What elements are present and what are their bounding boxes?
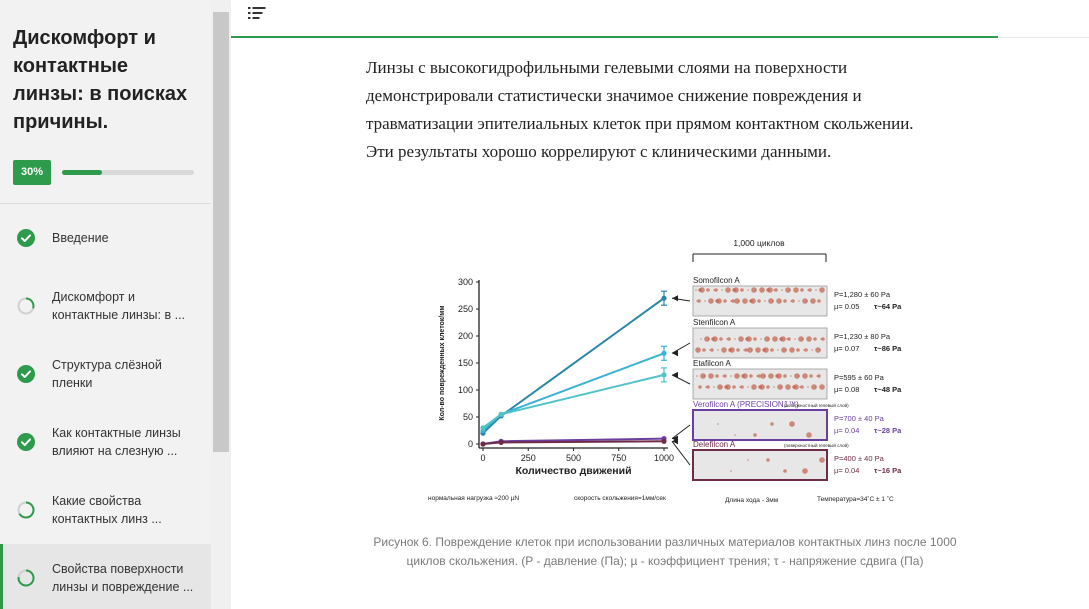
damage-dot [809,374,813,378]
lesson-item-discomfort[interactable] [0,272,211,340]
damage-dot [796,348,800,352]
lesson-item-lens-effect[interactable] [0,408,211,476]
damage-dot [709,349,711,351]
pointer-arrow [672,425,690,439]
panel-title: Delefilcon A [693,440,736,449]
damage-dot [819,287,825,293]
figure-caption: Рисунок 6. Повреждение клеток при использовании различных материалов контактных линз после 1000 циклов скольжения. (P - давление (Па); µ - коэффициент трения; τ - напряжение сдвига (Па) [373,535,957,568]
panel-title: Stenfilcon A [693,318,736,327]
lesson-item-intro[interactable] [0,204,211,272]
data-point [499,412,504,417]
damage-dot [747,459,749,461]
progress-bar [62,170,194,175]
damage-dot [806,432,812,438]
damage-dot [764,300,766,302]
damage-dot [772,336,778,342]
damage-dot [736,348,740,352]
damage-dot [798,300,800,302]
damage-dot [785,287,791,293]
lesson-label: Структура слёзной пленки [52,358,162,390]
damage-dot [816,375,818,377]
damage-dot [711,337,715,341]
damage-dot [700,373,706,379]
damage-dot [760,373,766,379]
damage-dot [738,336,744,342]
damage-dot [704,336,710,342]
damage-dot [704,300,706,302]
damage-dot [798,336,804,342]
panel-shear: τ~86 Pa [874,344,902,353]
damage-dot [766,458,770,462]
damage-dot [783,469,787,473]
y-axis-label: Кол-во поврежденных клеток/мм [439,305,446,421]
damage-dot [789,421,795,427]
damage-dot [762,348,766,352]
scrollbar-thumb[interactable] [213,12,229,452]
damage-dot [766,385,770,389]
y-tick-label: 100 [457,385,473,395]
footer-speed: скорость скольжения=1мм/сек [574,495,666,502]
footer-temp: Температура=34˚C ± 1 ˚C [817,496,894,503]
damage-dot [819,457,825,463]
damage-dot [743,349,745,351]
damage-dot [802,298,808,304]
damage-dot [781,289,783,291]
damage-dot [783,299,787,303]
damage-dot [785,384,791,390]
damage-dot [721,347,727,353]
panel-pressure: P=700 ± 40 Pa [834,414,884,423]
panel-shear: τ~16 Pa [874,466,902,475]
damage-dot [764,336,770,342]
damage-dot [811,349,813,351]
damage-dot [781,347,787,353]
damage-dot [753,337,757,341]
damage-dot [758,385,762,389]
damage-dot [698,288,702,292]
damage-dot [734,298,740,304]
friction-panels [672,276,902,480]
damage-dot [717,349,719,351]
lesson-label: Какие свойства контактных линз ... [52,494,162,526]
damage-dot [696,375,698,377]
damage-dot [708,298,714,304]
progress-badge: 30% [13,160,51,185]
header-divider [998,37,1089,38]
damage-dot [815,347,821,353]
damage-dot [820,338,822,340]
series-line-2 [483,375,664,428]
damage-dot [777,349,779,351]
lesson-label: Дискомфорт и контактные линзы: в ... [52,290,186,322]
damage-dot [819,384,825,390]
y-tick-label: 200 [457,331,473,341]
damage-dot [695,347,701,353]
damage-dot [794,338,796,340]
panel-friction: µ= 0.04 [834,466,860,475]
damage-dot [807,289,809,291]
y-tick-label: 300 [457,277,473,287]
y-tick-label: 150 [457,358,473,368]
damage-dot [811,384,817,390]
damage-dot [747,386,749,388]
series-line-4 [483,441,664,444]
damage-dot [700,338,702,340]
x-tick-label: 0 [480,453,486,463]
damage-dot [790,300,792,302]
damage-dot [730,470,732,472]
damage-dot [802,468,808,474]
lesson-label: Введение [52,231,109,245]
panel-friction: µ= 0.08 [834,385,860,394]
panel-title: Verofilcon A (PRECISION1™) [693,400,799,409]
damage-dot [732,288,736,292]
chart-series [480,291,667,446]
damage-dot [794,373,800,379]
progress-ring-icon [17,501,35,519]
panel-pressure: P=595 ± 60 Pa [834,373,884,382]
damage-dot [730,375,732,377]
damage-dot [792,385,796,389]
damage-dot [717,384,723,390]
panel-friction: µ= 0.07 [834,344,860,353]
check-circle-icon [17,433,35,451]
damage-dot [713,289,715,291]
lesson-item-lens-properties[interactable] [0,476,211,544]
damage-dot [817,299,821,303]
damage-dot [721,289,723,291]
damage-dot [773,289,775,291]
damage-dot [768,373,774,379]
damage-dot [759,287,765,293]
sidebar-scrollbar[interactable] [211,0,231,609]
damage-dot [807,386,809,388]
damage-dot [730,300,732,302]
x-axis-label: Количество движений [515,465,632,477]
damage-dot [745,337,749,341]
cell-damage-figure [428,232,918,512]
course-title: Дискомфорт и контактные линзы: в поисках причины. [13,27,188,133]
damage-dot [810,298,816,304]
panel-image [693,328,827,358]
damage-dot [717,423,719,425]
x-tick-label: 1000 [653,453,675,463]
damage-dot [725,287,731,293]
damage-dot [734,338,736,340]
pointer-arrow [672,375,690,384]
check-circle-icon [17,365,35,383]
damage-dot [793,287,799,293]
pointer-arrow [672,441,690,465]
list-menu-icon[interactable] [248,6,266,20]
damage-dot [702,348,706,352]
damage-dot [708,373,714,379]
damage-dot [777,384,783,390]
damage-dot [742,298,748,304]
damage-dot [723,299,727,303]
series-line-1 [483,353,664,430]
damage-dot [770,348,774,352]
damage-dot [740,288,744,292]
lesson-progress-line [231,36,998,38]
damage-dot [756,375,758,377]
damage-dot [739,386,741,388]
damage-dot [715,374,719,378]
damage-dot [749,374,753,378]
damage-dot [749,299,753,303]
x-tick-label: 750 [611,453,627,463]
damage-dot [732,385,736,389]
damage-dot [799,386,801,388]
damage-dot [747,347,753,353]
damage-dot [751,384,757,390]
damage-dot [696,300,698,302]
damage-dot [776,298,782,304]
damage-dot [747,289,749,291]
data-point [480,441,485,446]
damage-dot [726,338,728,340]
damage-dot [695,289,697,291]
damage-dot [757,299,761,303]
damage-dot [786,338,788,340]
damage-dot [783,374,787,378]
arrow-head [672,372,678,378]
damage-dot [773,386,775,388]
damage-dot [751,287,757,293]
damage-dot [775,374,779,378]
panel-shear: τ~48 Pa [874,385,902,394]
cycles-bracket [693,254,826,262]
data-point [499,440,504,445]
footer-load: нормальная нагрузка ≈200 µN [428,495,520,502]
progress-ring-icon [17,297,35,315]
damage-dot [719,337,723,341]
damage-dot [770,422,774,426]
x-tick-label: 250 [520,453,536,463]
damage-dot [724,385,728,389]
damage-dot [734,434,736,436]
panel-friction: µ= 0.04 [834,426,860,435]
damage-dot [779,337,783,341]
damage-dot [755,347,761,353]
panel-shear: τ~28 Pa [874,426,902,435]
y-tick-label: 0 [467,439,473,449]
data-point [661,439,666,444]
damage-dot [802,373,808,379]
footer-stroke: Длина хода - 3мм [725,497,779,504]
check-circle-icon [17,229,35,247]
panel-title: Etafilcon A [693,359,731,368]
damage-dot [790,375,792,377]
damage-dot [741,374,745,378]
damage-dot [698,385,702,389]
x-tick-label: 500 [565,453,582,463]
panel-pressure: P=1,280 ± 60 Pa [834,290,891,299]
cycles-label: 1,000 циклов [733,238,785,248]
panel-shear: τ~64 Pa [874,302,902,311]
data-point [480,425,485,430]
damage-dot [800,288,804,292]
y-tick-label: 250 [457,304,473,314]
damage-dot [715,299,719,303]
lesson-item-tear-film[interactable] [0,340,211,408]
damage-dot [728,348,732,352]
lesson-list [0,204,211,609]
lesson-label: Свойства поверхности линзы и повреждение ... [52,562,194,594]
lesson-label: Как контактные линзы влияют на слезную ... [52,426,181,458]
damage-dot [813,337,817,341]
damage-dot [803,349,805,351]
panel-note: (поверхностный гелевый слой) [784,443,849,448]
pointer-arrow [672,343,690,353]
damage-dot [713,386,715,388]
panel-pressure: P=1,230 ± 80 Pa [834,332,891,341]
progress-ring-icon [17,569,35,587]
panel-note: (поверхностный гелевый слой) [784,403,849,408]
course-sidebar [0,0,231,609]
damage-dot [766,288,770,292]
damage-dot [806,336,812,342]
damage-dot [815,289,817,291]
panel-friction: µ= 0.05 [834,302,860,311]
damage-dot [789,347,795,353]
damage-dot [760,338,762,340]
panel-title: Somofilcon A [693,276,740,285]
arrow-head [672,295,678,301]
damage-dot [706,288,710,292]
damage-dot [722,375,724,377]
lesson-item-surface-damage[interactable] [0,544,211,609]
panel-image [693,450,827,480]
y-tick-label: 50 [462,412,473,422]
panel-pressure: P=400 ± 40 Pa [834,454,884,463]
progress-fill [62,170,102,175]
damage-dot [768,298,774,304]
panel-image [693,369,827,399]
lesson-paragraph: Линзы с высокогидрофильными гелевыми слоями на поверхности демонстрировали статистически значимое снижение повреждения и травматизации эпителиальных клеток при прямом контактном скольжении. Эти результаты хорошо коррелируют с клиническими данными. [366,58,914,161]
damage-dot [734,373,740,379]
damage-dot [753,433,757,437]
damage-dot [705,386,707,388]
